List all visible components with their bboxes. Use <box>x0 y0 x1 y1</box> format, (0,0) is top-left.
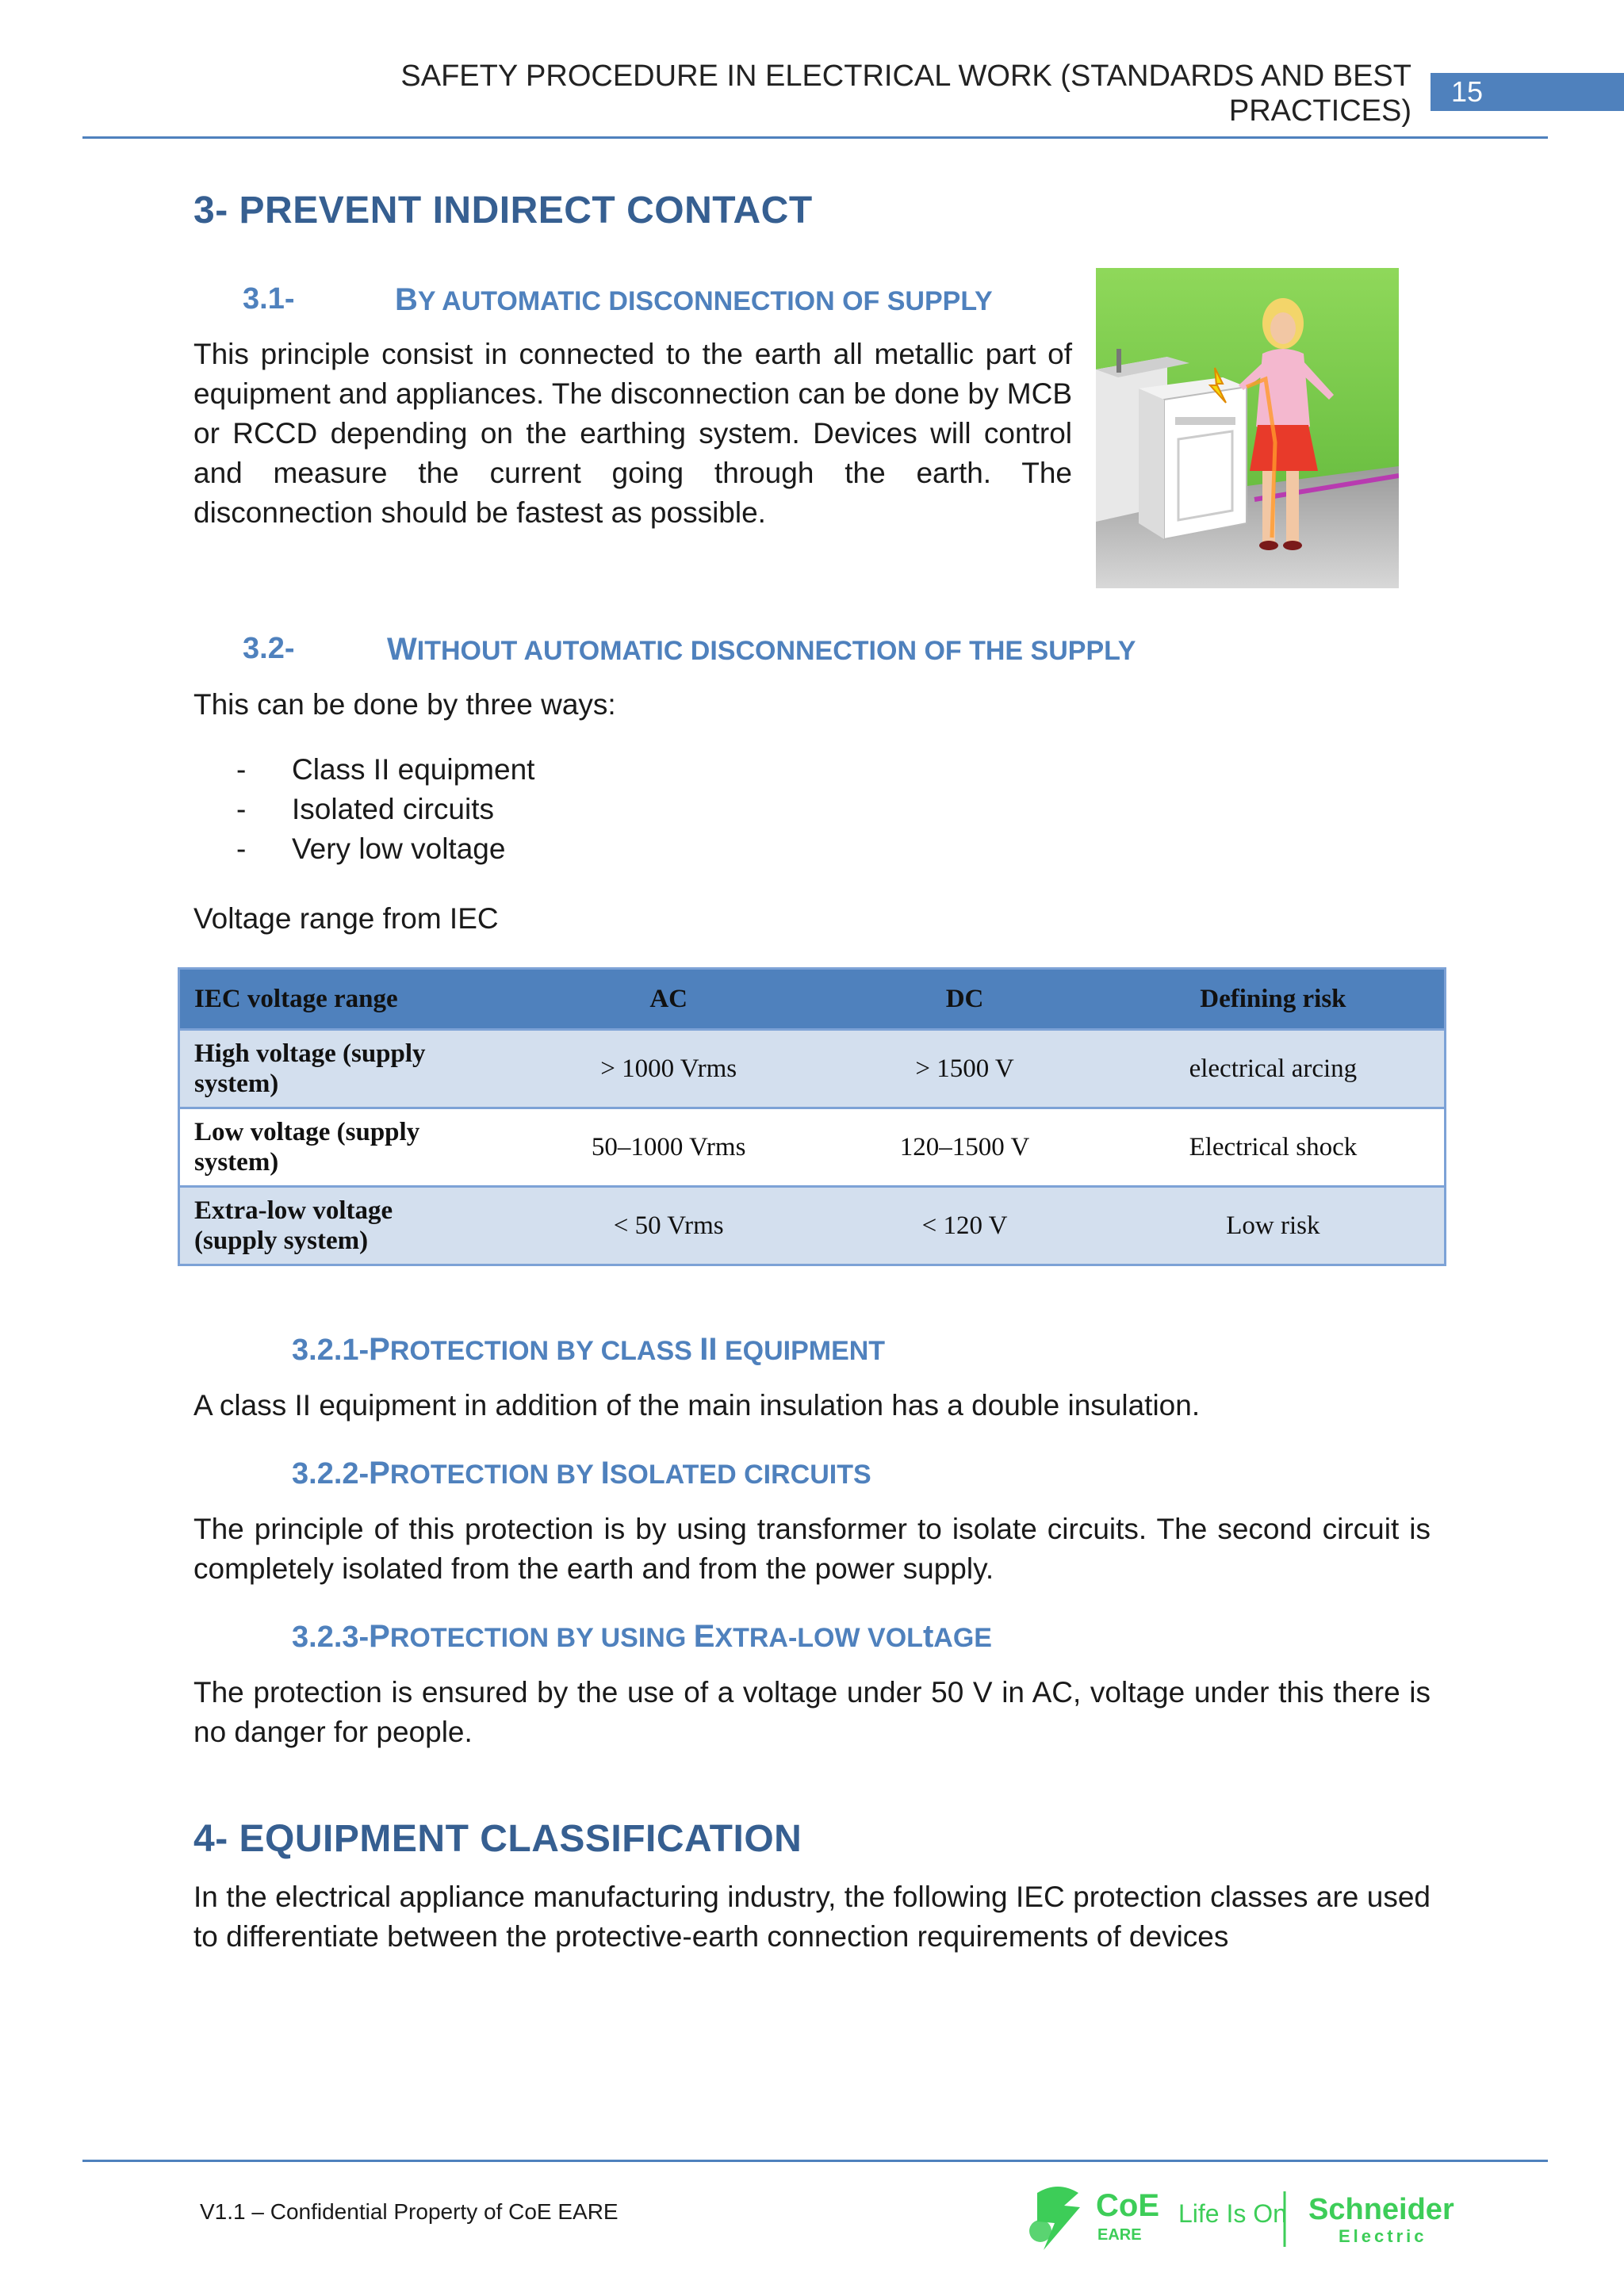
section-3-1-title-initial: B <box>395 282 418 317</box>
section-3-2-1-heading: 3.2.1-PROTECTION BY CLASS II EQUIPMENT <box>292 1332 886 1367</box>
section-4-title: EQUIPMENT CLASSIFICATION <box>239 1818 802 1860</box>
table-cell-ac: < 50 Vrms <box>510 1187 827 1265</box>
column-header: Defining risk <box>1102 969 1446 1030</box>
logo-eare-text: EARE <box>1097 2226 1142 2244</box>
page-number: 15 <box>1431 73 1624 111</box>
running-header <box>301 59 1411 128</box>
indirect-contact-illustration-svg <box>1096 268 1399 588</box>
column-header: DC <box>827 969 1101 1030</box>
footer-rule <box>82 2160 1548 2162</box>
table-row <box>179 1187 1446 1265</box>
section-3-1-heading <box>243 282 1067 316</box>
section-4-heading <box>193 1817 802 1861</box>
header-title-line2: PRACTICES) <box>1228 94 1411 128</box>
section-3-2-1-number: 3.2.1- <box>292 1334 370 1367</box>
section-3-2-2-heading: 3.2.2-PROTECTION BY ISOLATED CIRCUITS <box>292 1456 871 1490</box>
section-3-2-number: 3.2- <box>243 632 295 665</box>
header-title-line1: SAFETY PROCEDURE IN ELECTRICAL WORK (STANDARDS AND BEST <box>400 59 1411 93</box>
section-3-1-title: Y AUTOMATIC DISCONNECTION OF SUPPLY <box>417 286 993 316</box>
table-cell-dc: > 1500 V <box>827 1030 1101 1108</box>
section-3-2-2-number: 3.2.2- <box>292 1457 370 1490</box>
logo-tagline: Life Is On <box>1178 2199 1287 2228</box>
table-cell-risk: Low risk <box>1102 1187 1446 1265</box>
logo-electric: Electric <box>1339 2226 1427 2246</box>
table-cell-range: Low voltage (supply system) <box>179 1108 511 1187</box>
logo-schneider: Schneider <box>1308 2193 1454 2226</box>
list-item-label: Isolated circuits <box>292 793 494 825</box>
table-cell-dc: < 120 V <box>827 1187 1101 1265</box>
section-3-title: PREVENT INDIRECT CONTACT <box>239 189 813 232</box>
section-3-1-number: 3.1- <box>243 282 295 316</box>
column-header: AC <box>510 969 827 1030</box>
section-3-2-1-paragraph: A class II equipment in addition of the main insulation has a double insulation. <box>193 1389 1201 1422</box>
list-item-label: Class II equipment <box>292 753 535 786</box>
footer-logos <box>1023 2182 1467 2253</box>
section-4-number: 4- <box>193 1818 228 1860</box>
table-cell-dc: 120–1500 V <box>827 1108 1101 1187</box>
table-cell-ac: > 1000 Vrms <box>510 1030 827 1108</box>
table-cell-risk: electrical arcing <box>1102 1030 1446 1108</box>
table-caption: Voltage range from IEC <box>193 902 499 935</box>
indirect-contact-illustration <box>1096 268 1399 588</box>
section-4-paragraph: In the electrical appliance manufacturing industry, the following IEC protection classes are used to differentiate between the protective-earth connection requirements of devices <box>193 1881 1431 1953</box>
section-3-number: 3- <box>193 189 228 232</box>
table-cell-ac: 50–1000 Vrms <box>510 1108 827 1187</box>
list-item-label: Very low voltage <box>292 832 506 865</box>
table-cell-range: High voltage (supply system) <box>179 1030 511 1108</box>
section-3-2-3-heading: 3.2.3-PROTECTION BY USING EXTRA-LOW VOLtAGE <box>292 1619 992 1654</box>
column-header: IEC voltage range <box>179 969 511 1030</box>
section-3-2-title-initial: W <box>387 632 417 667</box>
table-header-row <box>179 969 1446 1030</box>
section-3-2-heading <box>243 632 1353 666</box>
table-cell-risk: Electrical shock <box>1102 1108 1446 1187</box>
table-row <box>179 1108 1446 1187</box>
table-row <box>179 1030 1446 1108</box>
section-3-2-title: ITHOUT AUTOMATIC DISCONNECTION OF THE SUPPLY <box>416 636 1136 666</box>
section-3-2-3-number: 3.2.3- <box>292 1621 370 1654</box>
section-3-heading <box>193 189 813 232</box>
iec-voltage-table <box>178 967 1446 1266</box>
logo-coe-text: CoE <box>1096 2188 1159 2223</box>
footer-text: V1.1 – Confidential Property of CoE EARE <box>200 2199 619 2224</box>
section-3-2-3-paragraph: The protection is ensured by the use of a voltage under 50 V in AC, voltage under this there is no danger for people. <box>193 1676 1431 1748</box>
section-3-2-2-paragraph: The principle of this protection is by using transformer to isolate circuits. The second circuit is completely isolated from the earth and from the power supply. <box>193 1513 1431 1585</box>
table-cell-range: Extra-low voltage (supply system) <box>179 1187 511 1265</box>
header-rule <box>82 136 1548 139</box>
section-3-2-intro: This can be done by three ways: <box>193 688 616 721</box>
section-3-1-paragraph: This principle consist in connected to the earth all metallic part of equipment and appliances. The disconnection can be done by MCB or RCCD depending on the earthing system. Devices will control and measure the current going through the earth. The disconnection should be fastest as possible. <box>193 338 1072 529</box>
